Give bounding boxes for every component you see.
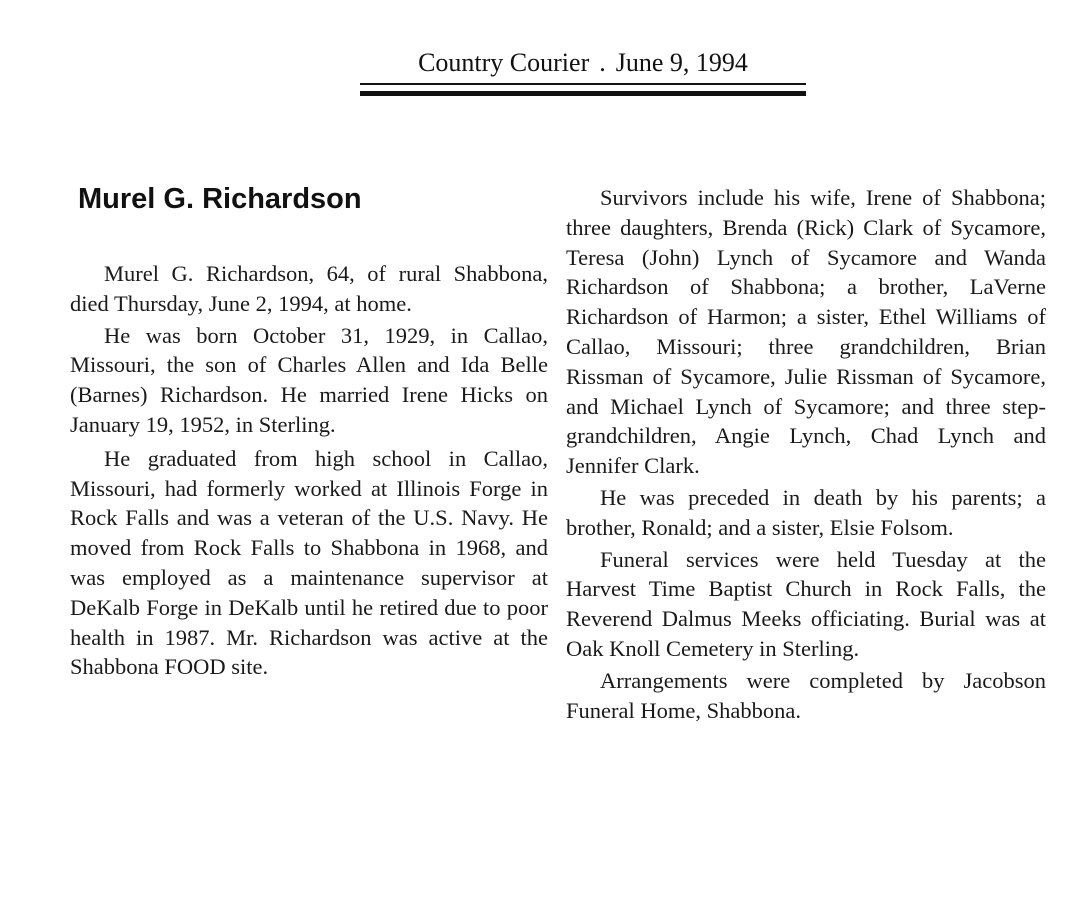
publication-name: Country Courier [418, 48, 590, 77]
paragraph-birth-marriage: He was born October 31, 1929, in Callao, Missouri, the son of Charles Allen and Ida Belle (Barnes) Richardson. He married Irene Hicks on January 19, 1952, in Sterling. [70, 322, 548, 437]
masthead-rule-thin [360, 83, 806, 85]
masthead-rule-thick [360, 91, 806, 96]
left-column [70, 259, 548, 682]
paragraph-survivors: Survivors include his wife, Irene of Shabbona; three daughters, Brenda (Rick) Clark of Sycamore, Teresa (John) Lynch of Sycamore and Wanda Richardson of Shabbona; a brother, LaVerne Richardson of Harmon; a sister, Ethel Williams of Callao, Missouri; three grandchildren, Brian Rissman of Sycamore, Julie Rissman of Sycamore, and Michael Lynch of Sycamore; and three step-grandchildren, Angie Lynch, Chad Lynch and Jennifer Clark. [566, 185, 1046, 479]
masthead-separator: . [599, 48, 606, 77]
paragraph-career: He graduated from high school in Callao, Missouri, had formerly worked at Illinois Forge in Rock Falls and was a veteran of the U.S. Navy. He moved from Rock Falls to Shabbona in 1968, and was employed as a maintenance supervisor at DeKalb Forge in DeKalb until he retired due to poor health in 1987. Mr. Richardson was active at the Shabbona FOOD site. [70, 445, 548, 680]
paragraph-death-notice: Murel G. Richardson, 64, of rural Shabbona, died Thursday, June 2, 1994, at home. [70, 261, 548, 316]
obituary-headline: Murel G. Richardson [78, 183, 362, 215]
right-column [566, 183, 1046, 725]
paragraph-arrangements: Arrangements were completed by Jacobson Funeral Home, Shabbona. [566, 667, 1046, 723]
paragraph-funeral-services: Funeral services were held Tuesday at the Harvest Time Baptist Church in Rock Falls, the Reverend Dalmus Meeks officiating. Burial was at Oak Knoll Cemetery in Sterling. [566, 546, 1046, 661]
publication-date: June 9, 1994 [615, 48, 748, 77]
paragraph-preceded-in-death: He was preceded in death by his parents; a brother, Ronald; and a sister, Elsie Folsom. [566, 484, 1046, 540]
masthead [360, 46, 806, 80]
